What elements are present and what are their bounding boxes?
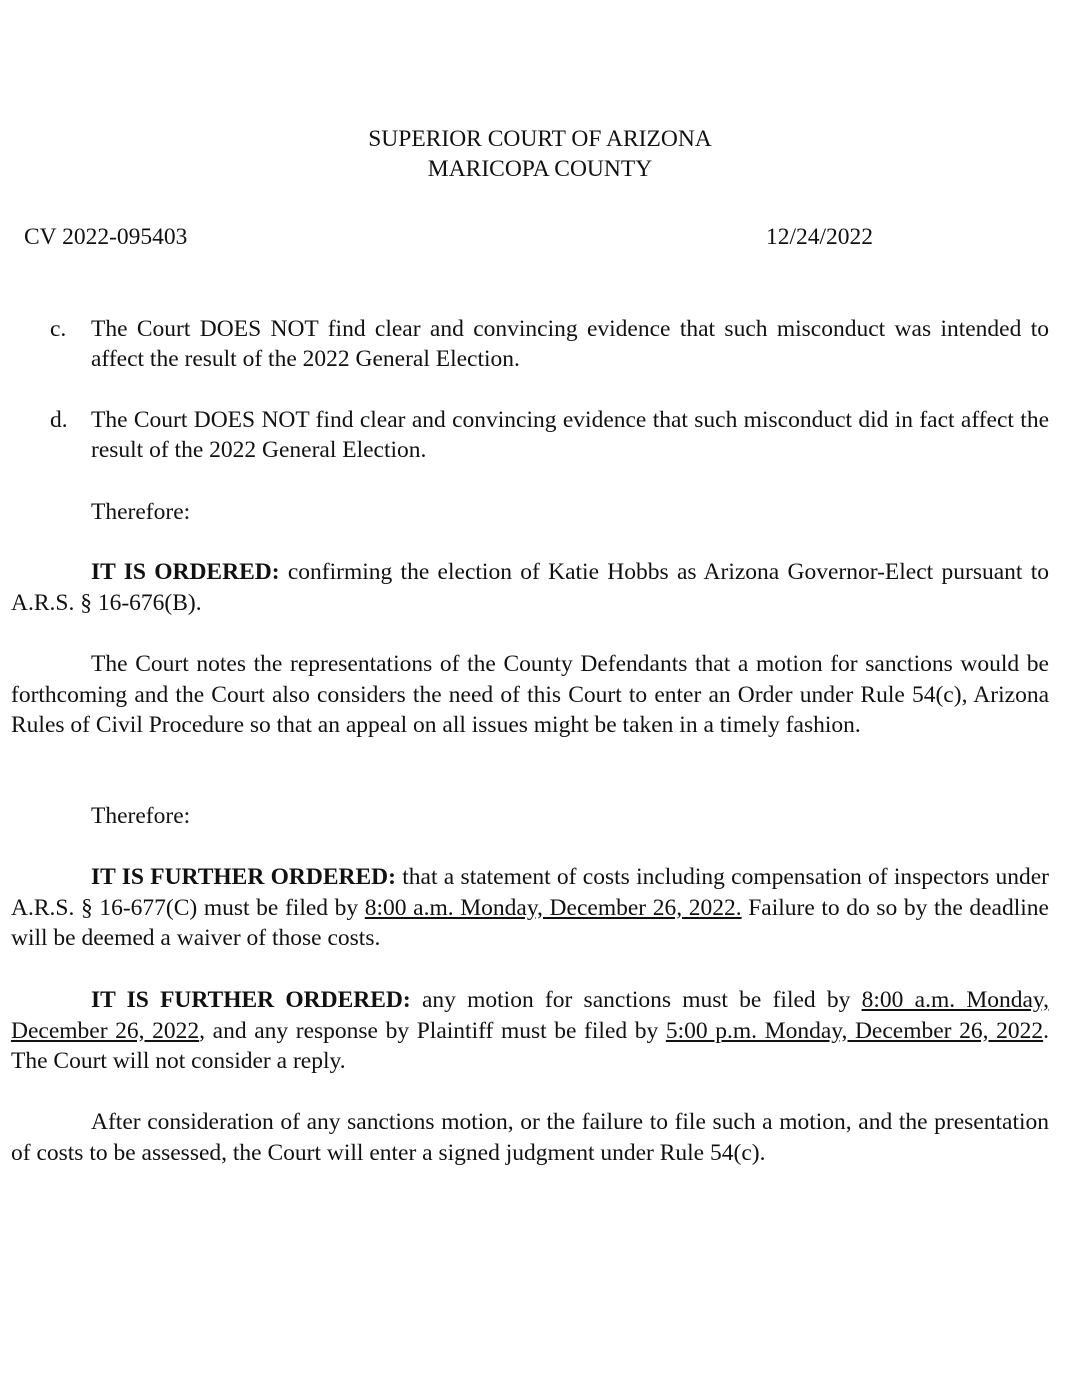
order-text: . The Court will not consider a reply. [11,1017,1049,1074]
list-item [50,314,1049,374]
order-paragraph [11,557,1049,618]
judgment-text: After consideration of any sanctions motion, or the failure to file such a motion, and the presentation of costs to be assessed, the Court will enter a signed judgment under Rule 54(c). [11,1109,1049,1166]
order-text: Failure to do so by the deadline will be deemed a waiver of those costs. [11,894,1049,951]
further-order-costs-paragraph [11,862,1049,954]
list-item-text: The Court DOES NOT find clear and convincing evidence that such misconduct did in fact affect the result of the 2022 General Election. [91,407,1049,463]
notes-text: The Court notes the representations of the County Defendants that a motion for sanctions would be forthcoming and the Court also considers the need of this Court to enter an Order under Rule 54(c), Arizona Rules of Civil Procedure so that an appeal on all issues might be taken in a timely fashion. [11,651,1049,738]
court-name: SUPERIOR COURT OF ARIZONA [368,126,712,152]
deadline-text: 8:00 a.m. Monday, December 26, 2022 [11,987,1049,1044]
order-text: confirming the election of Katie Hobbs as Arizona Governor-Elect pursuant to A.R.S. § 16-676(B). [11,559,1049,616]
order-heading: IT IS FURTHER ORDERED: [91,987,411,1013]
list-item [50,405,1049,465]
further-order-sanctions-paragraph [11,985,1049,1077]
document-date: 12/24/2022 [766,224,874,250]
notes-paragraph [11,649,1049,741]
list-item-label: c. [50,316,67,342]
therefore-paragraph [11,497,1049,528]
order-text: , and any response by Plaintiff must be filed by [199,1017,666,1044]
therefore-text: Therefore: [91,499,191,525]
deadline-text: 8:00 a.m. Monday, December 26, 2022. [364,894,742,921]
order-heading: IT IS ORDERED: [91,559,280,585]
list-item-text: The Court DOES NOT find clear and convincing evidence that such misconduct was intended to affect the result of the 2022 General Election. [91,316,1049,372]
therefore-text: Therefore: [91,803,191,829]
list-item-label: d. [50,407,68,433]
judgment-paragraph [11,1107,1049,1168]
order-text: any motion for sanctions must be filed by [410,987,862,1013]
therefore-paragraph [11,801,1049,832]
deadline-text: 5:00 p.m. Monday, December 26, 2022 [665,1017,1044,1044]
order-text: that a statement of costs including compensation of inspectors under A.R.S. § 16-677(C) must be filed by [11,864,1049,921]
county-name: MARICOPA COUNTY [427,156,653,182]
case-number: CV 2022-095403 [24,224,188,250]
order-heading: IT IS FURTHER ORDERED: [91,864,396,890]
